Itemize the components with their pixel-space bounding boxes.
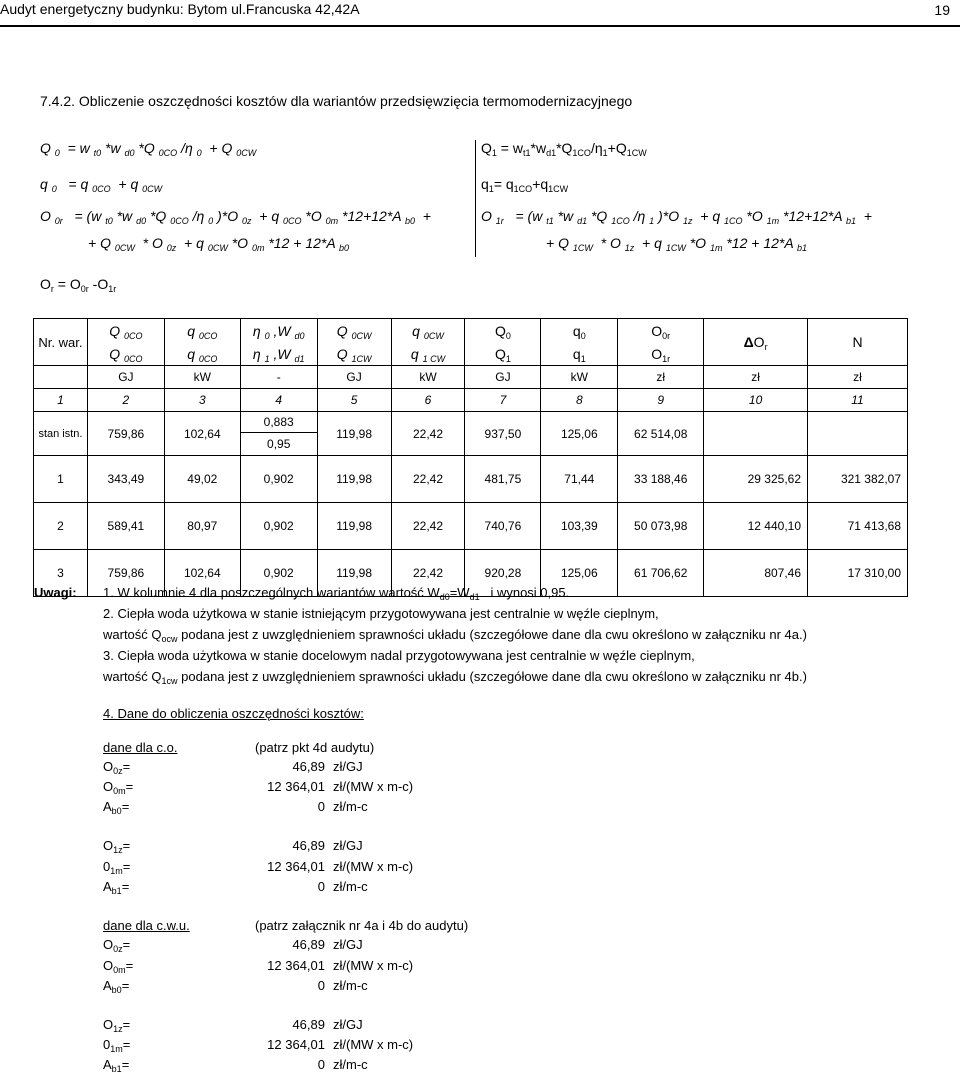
value-cwu-ab1: 0 <box>317 1057 325 1072</box>
note-2: 2. Ciepła woda użytkowa w stanie istniejącym przygotowywana jest centralnie w węźle cieplnym, <box>103 606 659 621</box>
formula-q0-small: q $_0$ = q $_{0CO}$ + q $_{0CW}$ <box>40 176 163 194</box>
table-units-row <box>34 366 908 389</box>
cell: 103,39 <box>541 503 618 550</box>
note-1: 1. W kolumnie 4 dla poszczególnych wariantów wartość $W_{d0}=W_{d1}$ i wynosi 0,95. <box>103 585 570 602</box>
value-ab0: 0 <box>317 799 325 814</box>
value-o0z: 46,89 <box>292 759 325 774</box>
unit-cwu-01m: zł/(MW x m-c) <box>333 1037 414 1052</box>
label-ab0: $A_{b0}=$ <box>103 799 130 816</box>
cell: 119,98 <box>317 412 391 456</box>
col-q0cw-kw-header: q $_{0CW}$ <box>391 319 465 343</box>
cell: 0,902 <box>240 550 317 597</box>
value-cwu-o0z: 46,89 <box>292 937 325 952</box>
label-cwu-o1z: $O_{1z}=$ <box>103 1017 131 1034</box>
note-3b: wartość $Q_{1cw}$ podana jest z uwzględnieniem sprawności układu (szczegółowe dane dla cwu określono w załączniku nr 4b.) <box>103 669 807 686</box>
col-q1-kw-header: $q_1$ <box>541 342 618 366</box>
col-number: 2 <box>87 389 164 412</box>
cell: 50 073,98 <box>618 503 704 550</box>
unit-cwu-ab1: zł/m-c <box>333 1057 368 1072</box>
unit-cell: kW <box>164 366 240 389</box>
unit-ab1: zł/m-c <box>333 879 368 894</box>
dane-cwu-note: (patrz załącznik nr 4a i 4b do audytu) <box>255 918 469 933</box>
col-q0co-header: Q $_{0CO}$ <box>87 319 164 343</box>
cell: 80,97 <box>164 503 240 550</box>
cell: 119,98 <box>317 503 391 550</box>
uwagi-label: Uwagi: <box>34 585 77 600</box>
cell: 71 413,68 <box>808 503 908 550</box>
cell: 119,98 <box>317 456 391 503</box>
cell: 759,86 <box>87 550 164 597</box>
formula-o1r-line2: + Q $_{1CW}$ * O $_{1z}$ + q $_{1CW}$ *O $_{1m}$ *12 + 12*A $_{b1}$ <box>546 235 808 253</box>
unit-cell: kW <box>541 366 618 389</box>
cell: 1 <box>34 456 88 503</box>
col-nr-header: Nr. war. <box>34 319 88 366</box>
cell: 33 188,46 <box>618 456 704 503</box>
cell: 22,42 <box>391 456 465 503</box>
cell: 71,44 <box>541 456 618 503</box>
cell: 740,76 <box>465 503 541 550</box>
col-eta1-header: η $_1$ ,W $_{d1}$ <box>240 342 317 366</box>
unit-cell: kW <box>391 366 465 389</box>
savings-table <box>33 318 908 597</box>
cell: 119,98 <box>317 550 391 597</box>
cell: 589,41 <box>87 503 164 550</box>
col-dor-header: $\Delta O_r$ <box>704 319 808 366</box>
cell: 343,49 <box>87 456 164 503</box>
col-q1cw-kw-header: q $_{1 CW}$ <box>391 342 465 366</box>
cell: 3 <box>34 550 88 597</box>
col-q1cw-header: Q $_{1CW}$ <box>317 342 391 366</box>
label-cwu-01m: $0_{1m}=$ <box>103 1037 131 1054</box>
value-o0m: 12 364,01 <box>267 779 325 794</box>
cell: 0,902 <box>240 456 317 503</box>
col-q0-kw-header: $q_0$ <box>541 319 618 343</box>
formula-q1-small: $q_1= q_{1CO}+q_{1CW}$ <box>481 176 569 194</box>
cell: 0,95 <box>240 433 317 456</box>
formula-divider <box>475 140 476 257</box>
note-3: 3. Ciepła woda użytkowa w stanie docelowym nadal przygotowywana jest centralnie w węźle cieplnym, <box>103 648 695 663</box>
dane-cwu-label: dane dla c.w.u. <box>103 918 190 933</box>
unit-cell: GJ <box>465 366 541 389</box>
dane-co-note: (patrz pkt 4d audytu) <box>255 740 375 755</box>
table-row <box>34 503 908 550</box>
page-number: 19 <box>934 2 950 18</box>
formula-q1: $Q_1 = w_{t1}*w_{d1}*Q_{1CO}/\eta_1+Q_{1CW}$ <box>481 140 647 158</box>
col-number: 7 <box>465 389 541 412</box>
unit-01m: zł/(MW x m-c) <box>333 859 414 874</box>
table-header-row-1 <box>34 319 908 343</box>
dane-co-label: dane dla c.o. <box>103 740 178 755</box>
section-title: 7.4.2. Obliczenie oszczędności kosztów dla wariantów przedsięwzięcia termomodernizacyjnego <box>40 93 633 109</box>
col-number: 8 <box>541 389 618 412</box>
label-o0m: $O_{0m}=$ <box>103 779 134 796</box>
unit-cell: zł <box>808 366 908 389</box>
table-numbers-row <box>34 389 908 412</box>
unit-cwu-ab0: zł/m-c <box>333 978 368 993</box>
col-number: 9 <box>618 389 704 412</box>
unit-ab0: zł/m-c <box>333 799 368 814</box>
cell: 759,86 <box>87 412 164 456</box>
cell: 0,883 <box>240 412 317 433</box>
table-row-stan <box>34 412 908 433</box>
cell: 102,64 <box>164 550 240 597</box>
col-number: 6 <box>391 389 465 412</box>
label-ab1: $A_{b1}=$ <box>103 879 130 896</box>
col-q0co-kw-header-2: q $_{0CO}$ <box>164 342 240 366</box>
value-01m: 12 364,01 <box>267 859 325 874</box>
unit-cell: zł <box>618 366 704 389</box>
formula-o1r-line1: O $_{1r}$ = (w $_{t1}$ *w $_{d1}$ *Q $_{1CO}$ /η $_1$ )*O $_{1z}$ + q $_{1CO}$ *O $_{1m}$ *12+12*A $_{b1}$ + <box>481 208 872 226</box>
col-eta0-header: η $_0$ ,W $_{d0}$ <box>240 319 317 343</box>
note-2b: wartość $Q_{ocw}$ podana jest z uwzględnieniem sprawności układu (szczegółowe dane dla cwu określono w załączniku nr 4a.) <box>103 627 807 644</box>
col-q0-header: $Q_0$ <box>465 319 541 343</box>
cell: 807,46 <box>704 550 808 597</box>
label-cwu-o0m: $O_{0m}=$ <box>103 958 134 975</box>
col-o0r-header: $O_{0r}$ <box>618 319 704 343</box>
cell: 61 706,62 <box>618 550 704 597</box>
col-q1-header: $Q_1$ <box>465 342 541 366</box>
col-q0cw-header: Q $_{0CW}$ <box>317 319 391 343</box>
col-number: 3 <box>164 389 240 412</box>
unit-cwu-o0z: zł/GJ <box>333 937 363 952</box>
header-divider <box>0 25 960 27</box>
label-o1z: $O_{1z}=$ <box>103 838 131 855</box>
value-cwu-ab0: 0 <box>317 978 325 993</box>
col-number: 4 <box>240 389 317 412</box>
value-ab1: 0 <box>317 879 325 894</box>
cell: 29 325,62 <box>704 456 808 503</box>
table-row <box>34 456 908 503</box>
unit-cell: - <box>240 366 317 389</box>
unit-cell: GJ <box>87 366 164 389</box>
cell: 62 514,08 <box>618 412 704 456</box>
label-01m: $0_{1m}=$ <box>103 859 131 876</box>
label-o0z: $O_{0z}=$ <box>103 759 131 776</box>
col-n-header: N <box>808 319 908 366</box>
unit-cwu-o0m: zł/(MW x m-c) <box>333 958 414 973</box>
cell: 22,42 <box>391 550 465 597</box>
unit-cell: GJ <box>317 366 391 389</box>
cell: 22,42 <box>391 503 465 550</box>
col-o1r-header: $O_{1r}$ <box>618 342 704 366</box>
cell: 12 440,10 <box>704 503 808 550</box>
formula-or: $O_r = O_{0r}$ $-O_{1r}$ <box>40 276 117 294</box>
cell: 920,28 <box>465 550 541 597</box>
cell: 2 <box>34 503 88 550</box>
document-header-title: Audyt energetyczny budynku: Bytom ul.Francuska 42,42A <box>0 1 360 17</box>
cell: 49,02 <box>164 456 240 503</box>
cell: 321 382,07 <box>808 456 908 503</box>
formula-o0r-line1: O $_{0r}$ = (w $_{t0}$ *w $_{d0}$ *Q $_{0CO}$ /η $_0$ )*O $_{0z}$ + q $_{0CO}$ *O $_{0m}$ *12+12*A $_{b0}$ + <box>40 208 431 226</box>
cell: 481,75 <box>465 456 541 503</box>
unit-o0m: zł/(MW x m-c) <box>333 779 414 794</box>
cell: 102,64 <box>164 412 240 456</box>
col-q0co-header-2: Q $_{0CO}$ <box>87 342 164 366</box>
value-o1z: 46,89 <box>292 838 325 853</box>
value-cwu-o1z: 46,89 <box>292 1017 325 1032</box>
cell: 17 310,00 <box>808 550 908 597</box>
unit-cell: zł <box>704 366 808 389</box>
value-cwu-01m: 12 364,01 <box>267 1037 325 1052</box>
dane-heading: 4. Dane do obliczenia oszczędności kosztów: <box>103 706 364 721</box>
label-cwu-o0z: $O_{0z}=$ <box>103 937 131 954</box>
col-number: 11 <box>808 389 908 412</box>
stan-label: stan istn. <box>34 412 88 456</box>
unit-o1z: zł/GJ <box>333 838 363 853</box>
label-cwu-ab1: $A_{b1}=$ <box>103 1057 130 1074</box>
col-number: 10 <box>704 389 808 412</box>
cell: 125,06 <box>541 412 618 456</box>
formula-q0: Q $_0$ = w $_{t0}$ *w $_{d0}$ *Q $_{0CO}$ /η $_0$ + Q $_{0CW}$ <box>40 140 257 158</box>
label-cwu-ab0: $A_{b0}=$ <box>103 978 130 995</box>
cell: 937,50 <box>465 412 541 456</box>
col-number: 1 <box>34 389 88 412</box>
cell: 125,06 <box>541 550 618 597</box>
formula-o0r-line2: + Q $_{0CW}$ * O $_{0z}$ + q $_{0CW}$ *O $_{0m}$ *12 + 12*A $_{b0}$ <box>88 235 350 253</box>
unit-cwu-o1z: zł/GJ <box>333 1017 363 1032</box>
cell: 22,42 <box>391 412 465 456</box>
value-cwu-o0m: 12 364,01 <box>267 958 325 973</box>
cell: 0,902 <box>240 503 317 550</box>
col-q0co-kw-header: q $_{0CO}$ <box>164 319 240 343</box>
unit-o0z: zł/GJ <box>333 759 363 774</box>
col-number: 5 <box>317 389 391 412</box>
